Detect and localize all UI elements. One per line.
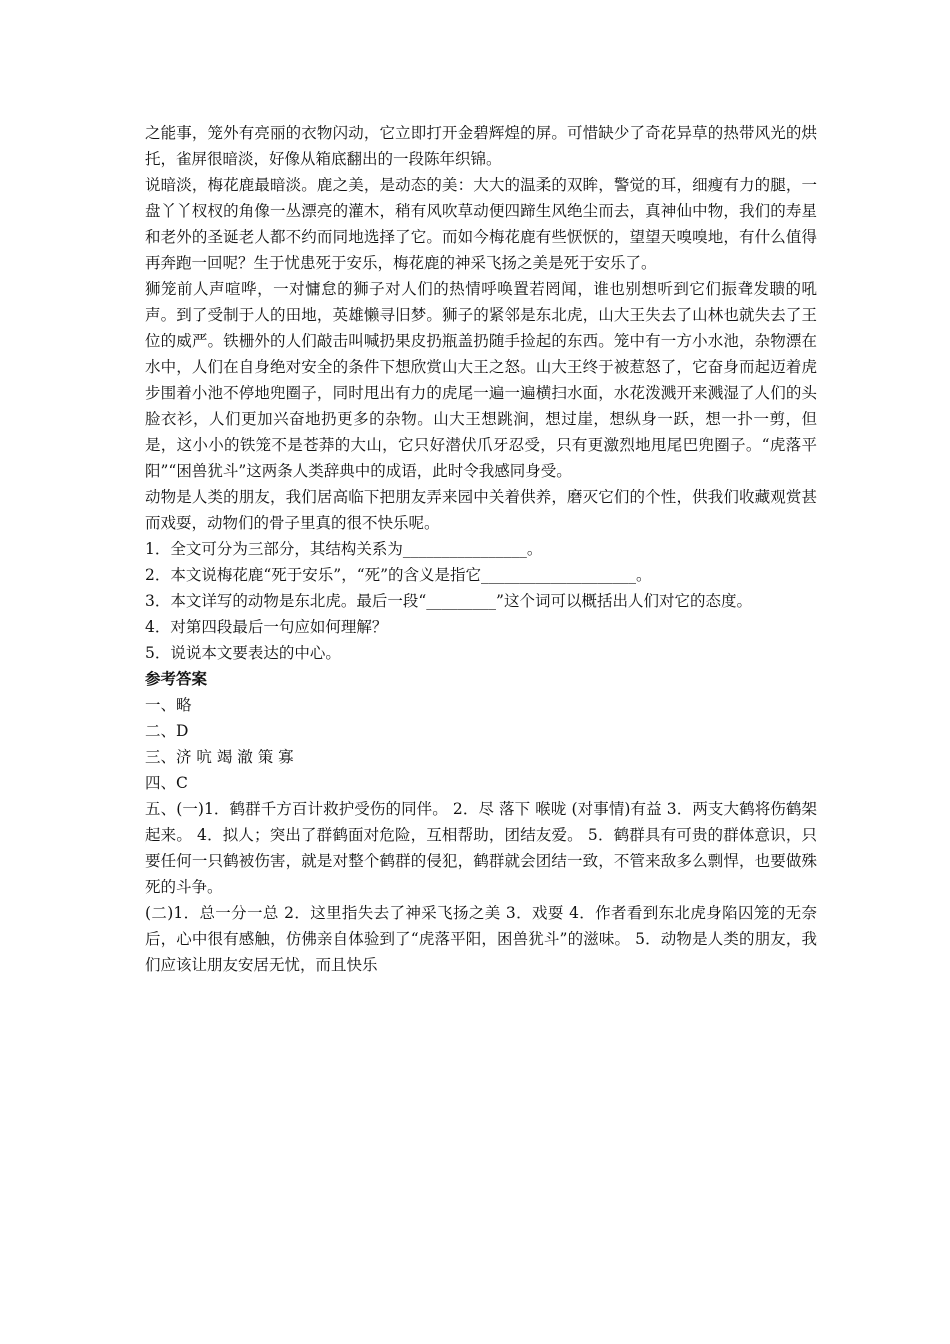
- question-2: 2．本文说梅花鹿“死于安乐”，“死”的含义是指它____________________。: [145, 566, 652, 584]
- article-paragraph-2: 说暗淡，梅花鹿最暗淡。鹿之美，是动态的美：大大的温柔的双眸，警觉的耳，细瘦有力的腿，一盘丫丫杈杈的角像一丛漂亮的灌木，稍有风吹草动便四蹄生风绝尘而去，真神仙中物，我们的寿星和老外的圣诞老人都不约而同地选择了它。而如今梅花鹿有些恹恹的，望望天嗅嗅地，有什么值得再奔跑一回呢？生于忧患死于安乐，梅花鹿的神采飞扬之美是死于安乐了。: [145, 176, 817, 272]
- answer-1: 一、略: [145, 696, 192, 714]
- question-5: 5．说说本文要表达的中心。: [145, 644, 341, 662]
- answer-6: (二)1．总一分一总 2．这里指失去了神采飞扬之美 3．戏耍 4．作者看到东北虎身陷囚笼的无奈后，心中很有感触，仿佛亲自体验到了“虎落平阳，困兽犹斗”的滋味。 5．动物是人类的朋友，我们应该让朋友安居无忧，而且快乐: [145, 904, 817, 974]
- article-paragraph-1: 之能事，笼外有亮丽的衣物闪动，它立即打开金碧辉煌的屏。可惜缺少了奇花异草的热带风光的烘托，雀屏很暗淡，好像从箱底翻出的一段陈年织锦。: [145, 124, 817, 168]
- document-page: [145, 120, 817, 978]
- answers-heading: 参考答案: [145, 670, 208, 688]
- question-4: 4．对第四段最后一句应如何理解？: [145, 618, 388, 636]
- question-1: 1．全文可分为三部分，其结构关系为________________。: [145, 540, 543, 558]
- article-paragraph-4: 动物是人类的朋友，我们居高临下把朋友弄来园中关着供养，磨灭它们的个性，供我们收藏观赏甚而戏耍，动物们的骨子里真的很不快乐呢。: [145, 488, 817, 532]
- answer-2: 二、D: [145, 722, 189, 740]
- answer-3: 三、济 吭 竭 澈 策 寡: [145, 748, 294, 766]
- article-paragraph-3: 狮笼前人声喧哗，一对慵怠的狮子对人们的热情呼唤置若罔闻，谁也别想听到它们振聋发聩的吼声。到了受制于人的田地，英雄懒寻旧梦。狮子的紧邻是东北虎，山大王失去了山林也就失去了王位的威严。铁栅外的人们敲击叫喊扔果皮扔瓶盖扔随手捡起的东西。笼中有一方小水池，杂物漂在水中，人们在自身绝对安全的条件下想欣赏山大王之怒。山大王终于被惹怒了，它奋身而起迈着虎步围着小池不停地兜圈子，同时甩出有力的虎尾一遍一遍横扫水面，水花泼溅开来溅湿了人们的头脸衣衫，人们更加兴奋地扔更多的杂物。山大王想跳涧，想过崖，想纵身一跃，想一扑一剪，但是，这小小的铁笼不是苍莽的大山，它只好潜伏爪牙忍受，只有更激烈地甩尾巴兜圈子。“虎落平阳”“困兽犹斗”这两条人类辞典中的成语，此时令我感同身受。: [145, 280, 817, 480]
- question-3: 3．本文详写的动物是东北虎。最后一段“_________”这个词可以概括出人们对它的态度。: [145, 592, 752, 610]
- answer-4: 四、C: [145, 774, 188, 792]
- answer-5: 五、(一)1．鹤群千方百计救护受伤的同伴。 2．尽 落下 喉咙 (对事情)有益 3．两支大鹤将伤鹤架起来。 4．拟人；突出了群鹤面对危险，互相帮助，团结友爱。 5．鹤群具有可贵的群体意识，只要任何一只鹤被伤害，就是对整个鹤群的侵犯，鹤群就会团结一致，不管来敌多么剽悍，也要做殊死的斗争。: [145, 800, 817, 896]
